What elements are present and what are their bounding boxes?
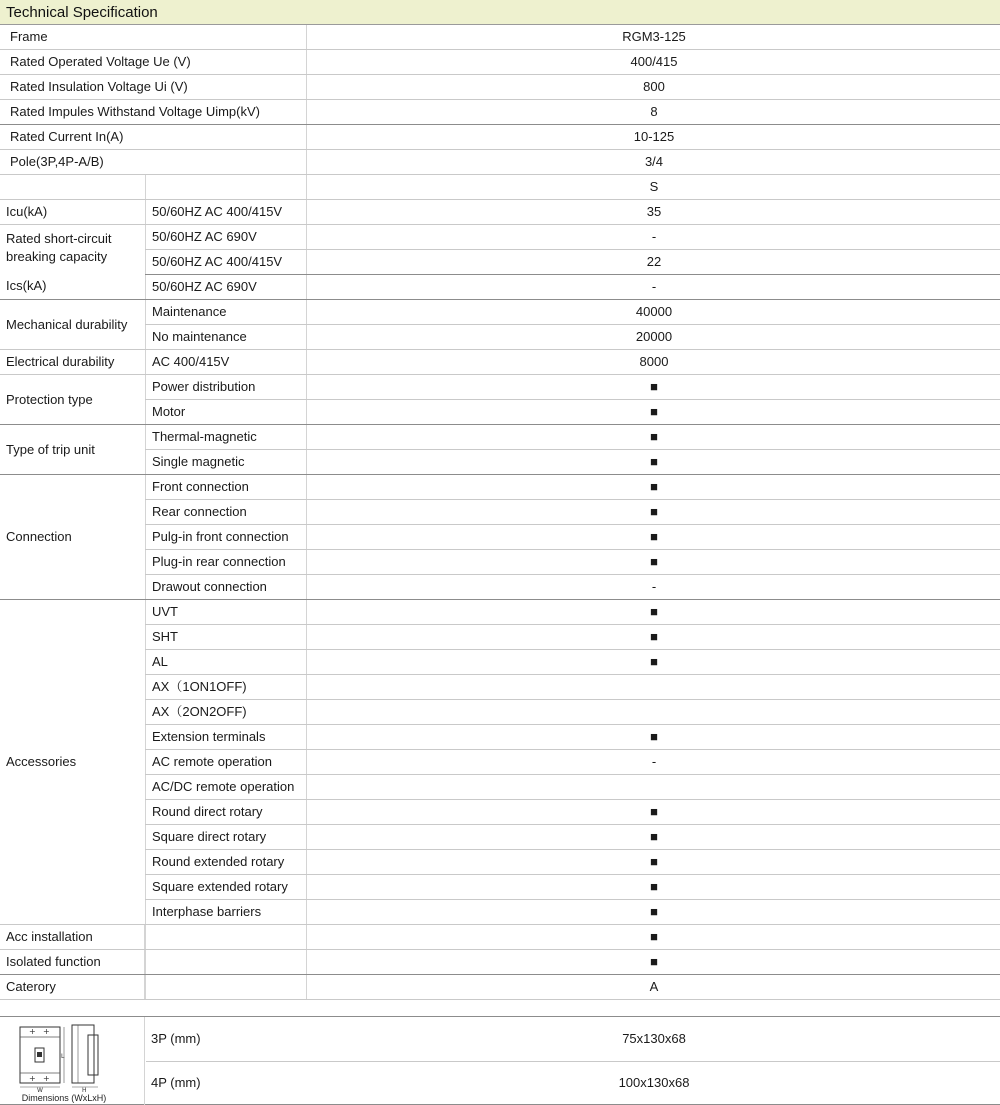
spec-row-label: Pole(3P,4P-A/B) [0,150,307,174]
breaking-row [0,275,1000,300]
tail-row [0,975,1000,1000]
tail-row [0,925,1000,950]
electrical-row-value: 8000 [639,354,669,369]
breaking-row-value: 22 [646,254,662,269]
protection-row [0,375,1000,400]
dimension-3p-row [146,1017,1000,1061]
tail-row-value: A [649,979,659,994]
connection-row [0,525,1000,550]
tail-row-blank [145,950,307,974]
spec-row [0,50,1000,75]
accessory-row-sub: Square extended rotary [145,875,307,899]
mechanical-row-value: 20000 [635,329,673,344]
dimensions-diagram [0,1017,145,1105]
dimension-4p-value: 100x130x68 [618,1075,690,1090]
spec-row [0,125,1000,150]
tail-row-value: ■ [650,929,658,944]
breaking-header-blank [145,175,307,199]
accessory-row [0,600,1000,625]
accessory-row-value: ■ [650,879,658,894]
mechanical-row-sub: No maintenance [145,325,307,349]
accessory-row-value [308,775,1000,799]
spec-row [0,100,1000,125]
breaking-header-value: S [649,179,659,194]
accessory-row-sub: AX（1ON1OFF) [145,675,307,699]
accessory-row [0,850,1000,875]
accessory-row-sub: AC/DC remote operation [145,775,307,799]
ics-label: Ics(kA) [0,272,145,299]
trip-row [0,450,1000,475]
accessory-row-value: ■ [650,904,658,919]
accessory-row-value [308,700,1000,724]
breaking-row-value: 35 [646,204,662,219]
accessory-row-sub: Square direct rotary [145,825,307,849]
mechanical-row-value: 40000 [635,304,673,319]
breaking-row-sub: 50/60HZ AC 400/415V [145,200,307,224]
trip-label: Type of trip unit [0,425,145,474]
accessory-row-sub: UVT [145,600,307,624]
connection-row-sub: Drawout connection [145,575,307,599]
accessory-row [0,675,1000,700]
accessory-row-value: ■ [650,729,658,744]
accessory-row-sub: Extension terminals [145,725,307,749]
accessory-row-value: ■ [650,854,658,869]
accessory-row [0,825,1000,850]
mechanical-label: Mechanical durability [0,300,145,349]
accessory-row [0,625,1000,650]
accessory-row [0,900,1000,925]
protection-row [0,400,1000,425]
connection-row-sub: Front connection [145,475,307,499]
connection-row [0,550,1000,575]
rated-breaking-label: Rated short-circuit breaking capacity [0,226,145,270]
accessory-row [0,800,1000,825]
electrical-label: Electrical durability [0,350,145,374]
dimensions-row [0,1016,1000,1105]
connection-row-sub: Plug-in rear connection [145,550,307,574]
tail-row-label: Acc installation [0,925,145,949]
mechanical-row-sub: Maintenance [145,300,307,324]
accessory-row-value: ■ [650,629,658,644]
dimension-4p-row [146,1061,1000,1105]
mechanical-row [0,325,1000,350]
connection-row-value: ■ [650,529,658,544]
connection-row-sub: Pulg-in front connection [145,525,307,549]
accessory-row-sub: Interphase barriers [145,900,307,924]
accessory-row-sub: Round extended rotary [145,850,307,874]
accessory-row-value: ■ [650,654,658,669]
svg-text:+: + [43,1027,50,1036]
connection-label: Connection [0,475,145,599]
spec-row [0,150,1000,175]
breaker-outline-icon [8,1021,136,1093]
svg-text:+: + [29,1027,36,1036]
svg-text:+: + [29,1074,36,1083]
accessory-row-value: ■ [650,804,658,819]
mechanical-row [0,300,1000,325]
breaking-row-sub: 50/60HZ AC 400/415V [145,250,307,274]
accessory-row [0,875,1000,900]
spec-row-value: 10-125 [633,129,675,144]
connection-row-value: ■ [650,479,658,494]
dimension-3p-value: 75x130x68 [622,1031,686,1046]
breaking-header-row [0,175,1000,200]
electrical-row-sub: AC 400/415V [145,350,307,374]
diagram-height-label: H [82,1087,87,1093]
spec-row-label: Frame [0,25,307,49]
connection-row-value: ■ [650,504,658,519]
connection-row [0,500,1000,525]
accessory-row [0,750,1000,775]
protection-row-sub: Motor [145,400,307,424]
tail-row-label: Isolated function [0,950,145,974]
section-title: Technical Specification [0,0,1000,25]
protection-row-value: ■ [650,379,658,394]
accessory-row [0,650,1000,675]
spec-row-value: RGM3-125 [622,29,686,44]
connection-row [0,575,1000,600]
spec-row-label: Rated Insulation Voltage Ui (V) [0,75,307,99]
accessory-row [0,775,1000,800]
protection-row-value: ■ [650,404,658,419]
spec-row-value: 8 [650,104,658,119]
breaking-row-sub: 50/60HZ AC 690V [145,225,307,249]
diagram-width-label: W [37,1087,43,1093]
electrical-row [0,350,1000,375]
accessory-row-value [308,675,1000,699]
accessory-row-value: - [651,754,657,769]
accessory-row-sub: Round direct rotary [145,800,307,824]
protection-row-sub: Power distribution [145,375,307,399]
accessory-row-sub: AC remote operation [145,750,307,774]
spec-row [0,75,1000,100]
breaking-row-value: - [651,279,657,294]
trip-row-value: ■ [650,454,658,469]
protection-label: Protection type [0,375,145,424]
connection-row-value: - [651,579,657,594]
dimension-3p-label: 3P (mm) [151,1031,201,1046]
accessory-row-value: ■ [650,829,658,844]
accessory-row-value: ■ [650,604,658,619]
trip-row-sub: Single magnetic [145,450,307,474]
accessories-label: Accessories [0,600,145,924]
breaking-row-sub: 50/60HZ AC 690V [145,275,307,299]
connection-row-sub: Rear connection [145,500,307,524]
spec-row-value: 3/4 [644,154,664,169]
tail-row-label: Caterory [0,975,145,999]
tail-row-blank [145,975,307,999]
accessory-row [0,700,1000,725]
diagram-length-label: L [61,1053,65,1060]
accessory-row [0,725,1000,750]
trip-row [0,425,1000,450]
spec-row-label: Rated Current In(A) [0,125,307,149]
spec-row-value: 800 [643,79,665,94]
spec-row-label: Rated Operated Voltage Ue (V) [0,50,307,74]
trip-row-value: ■ [650,429,658,444]
tail-row-blank [145,925,307,949]
spec-row [0,25,1000,50]
dimension-4p-label: 4P (mm) [151,1075,201,1090]
trip-row-sub: Thermal-magnetic [145,425,307,449]
accessory-row-sub: SHT [145,625,307,649]
tail-row [0,950,1000,975]
breaking-row [0,225,1000,250]
breaking-row-value: - [651,229,657,244]
dimensions-label: Dimensions (WxLxH) [21,1093,107,1103]
icu-label: Icu(kA) [0,200,145,224]
connection-row [0,475,1000,500]
spec-row-value: 400/415 [630,54,678,69]
accessory-row-sub: AL [145,650,307,674]
tail-row-value: ■ [650,954,658,969]
svg-text:+: + [43,1074,50,1083]
connection-row-value: ■ [650,554,658,569]
accessory-row-sub: AX（2ON2OFF) [145,700,307,724]
spec-row-label: Rated Impules Withstand Voltage Uimp(kV) [0,100,307,124]
breaking-row [0,200,1000,225]
breaking-row [0,250,1000,275]
